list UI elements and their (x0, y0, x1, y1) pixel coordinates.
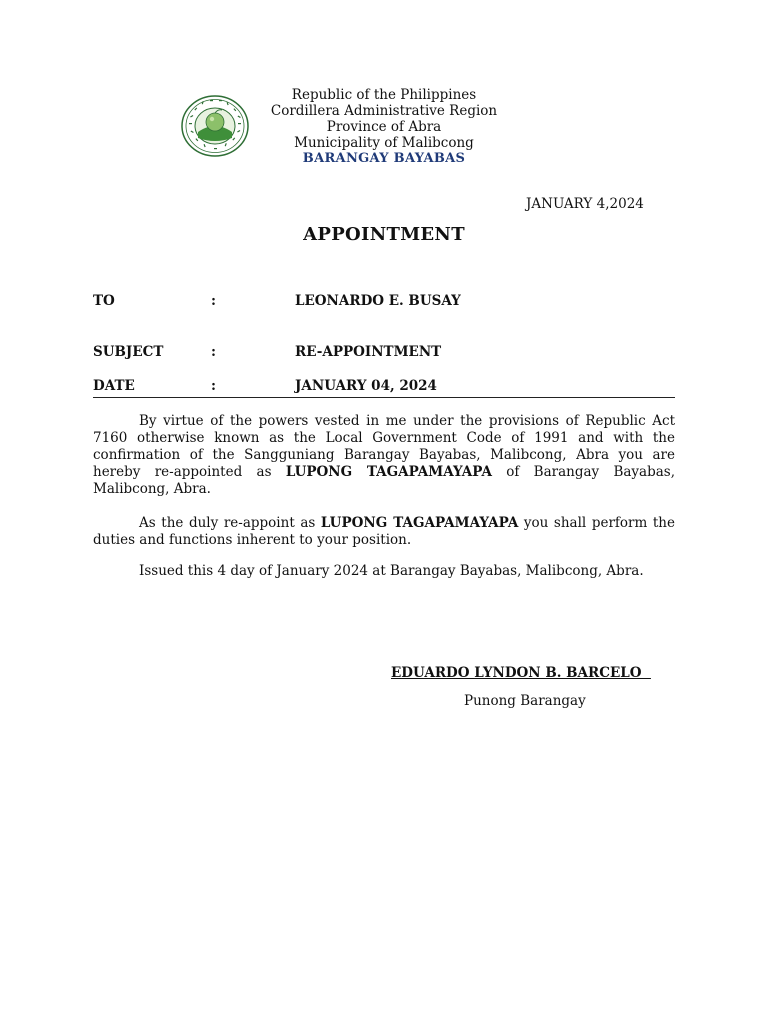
letterhead-republic: Republic of the Philippines (291, 87, 477, 103)
letterhead-barangay: BARANGAY BAYABAS (302, 151, 466, 166)
body-paragraph-2 (93, 515, 675, 549)
subject-row (93, 344, 675, 362)
p1-position-bold: LUPONG TAGAPAMAYAPA (285, 464, 492, 480)
p2-text-a: As the duly re-appoint as (139, 515, 321, 531)
p1-text-a: By virtue of the powers vested in me under the provisions of Republic Act 7160 otherwise known as the Local Government Code of 1991 and with the confirmation of the Sangguniang Barangay Bayabas, Malibcong, Abra you are hereby re-appointed as (93, 413, 675, 480)
to-value: LEONARDO E. BUSAY (295, 293, 461, 309)
date-colon: : (211, 378, 216, 394)
to-row (93, 293, 675, 311)
subject-value: RE-APPOINTMENT (295, 344, 442, 360)
letterhead-province: Province of Abra (326, 119, 442, 135)
signatory-name: EDUARDO LYNDON B. BARCELO (391, 665, 651, 681)
p2-text-b: you shall perform the duties and functions inherent to your position. (93, 515, 675, 548)
body-paragraph-3 (93, 563, 675, 580)
to-colon: : (211, 293, 216, 309)
signatory-position: Punong Barangay (464, 693, 586, 709)
p2-position-bold: LUPONG TAGAPAMAYAPA (320, 515, 519, 531)
p3-text: Issued this 4 day of January 2024 at Barangay Bayabas, Malibcong, Abra. (139, 563, 644, 579)
subject-colon: : (211, 344, 216, 360)
subject-label: SUBJECT (93, 344, 164, 360)
p1-text-b: of Barangay Bayabas, Malibcong, Abra. (93, 464, 675, 497)
header-divider (93, 397, 675, 398)
to-label: TO (93, 293, 115, 309)
date-value: JANUARY 04, 2024 (295, 378, 437, 394)
document-title: APPOINTMENT (303, 224, 465, 245)
body-paragraph-1 (93, 413, 675, 498)
letterhead-region: Cordillera Administrative Region (270, 103, 498, 119)
letterhead (234, 87, 534, 167)
date-row (93, 378, 675, 396)
date-label: DATE (93, 378, 135, 394)
document-date: JANUARY 4,2024 (526, 196, 644, 212)
letterhead-municipality: Municipality of Malibcong (294, 135, 474, 151)
